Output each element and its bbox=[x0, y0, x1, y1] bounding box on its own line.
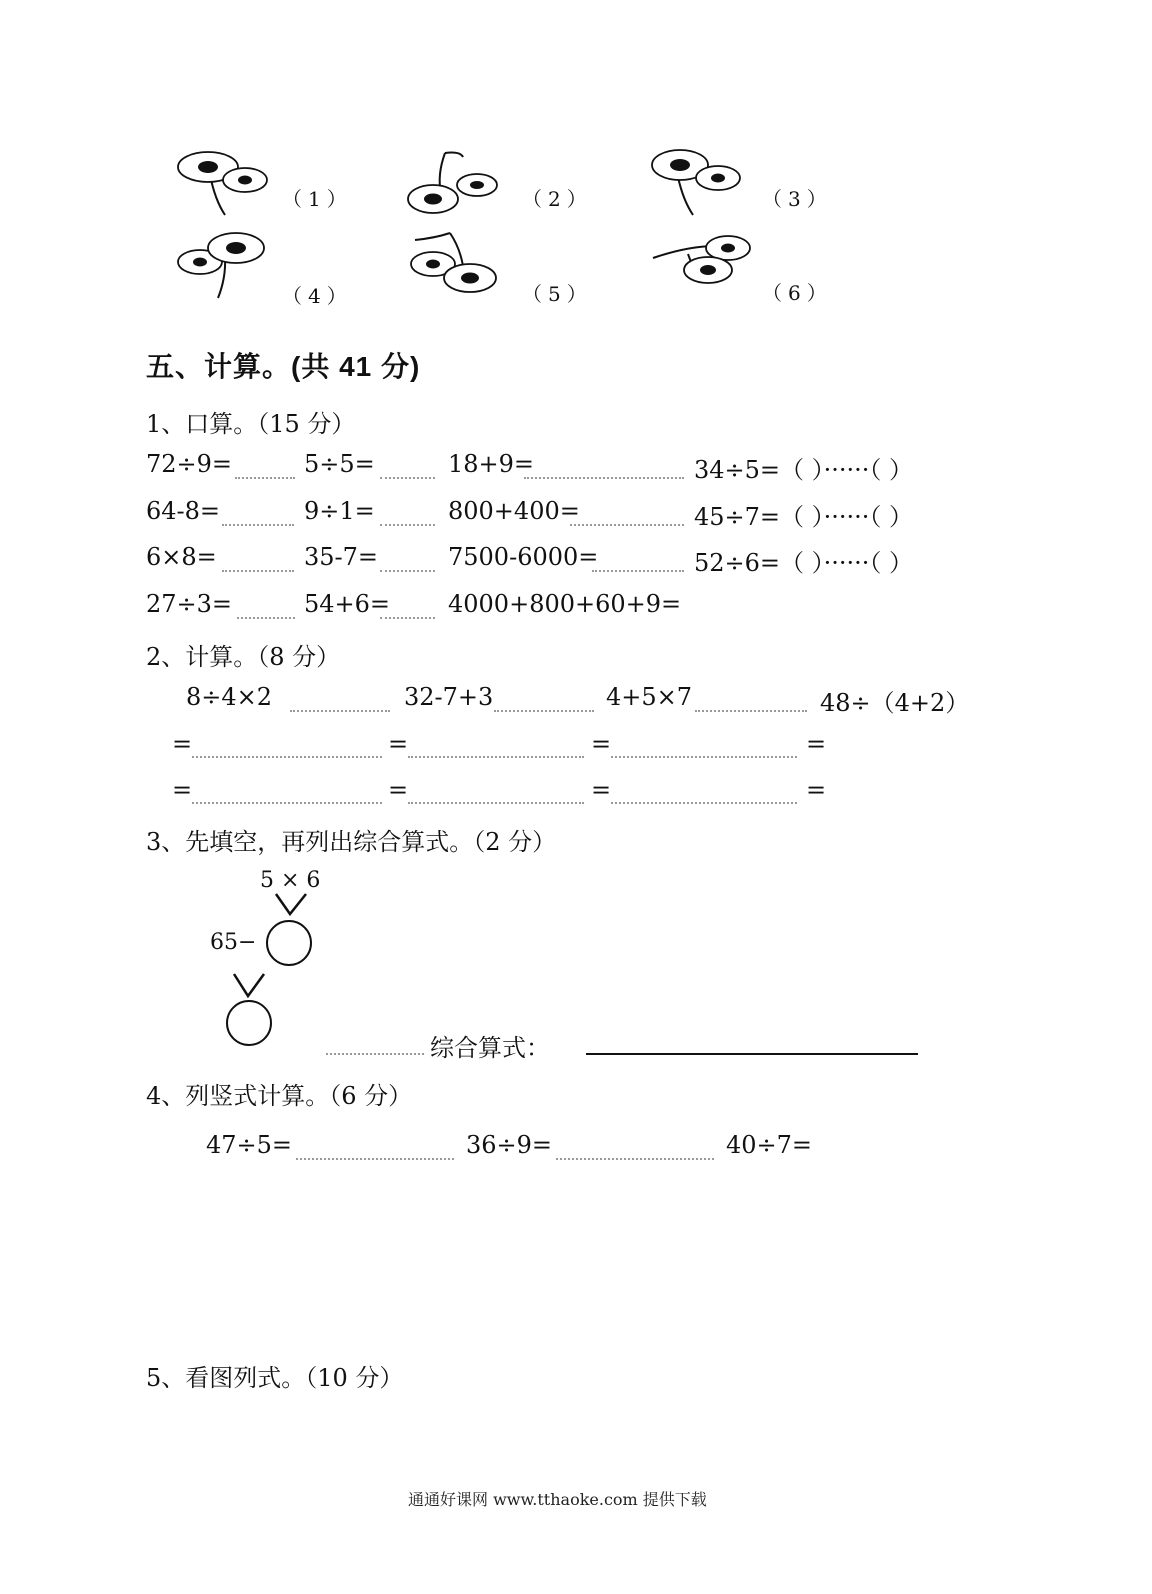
q1-item: 64-8= bbox=[146, 497, 221, 525]
dotted-line bbox=[570, 524, 684, 526]
dotted-line bbox=[408, 756, 584, 758]
dotted-line bbox=[290, 710, 390, 712]
q2-title: 2、计算。（8 分） bbox=[146, 643, 341, 671]
q3-chevron-top bbox=[272, 892, 312, 922]
q3-answer-line[interactable] bbox=[586, 1053, 918, 1055]
q4-title: 4、列竖式计算。（6 分） bbox=[146, 1082, 413, 1110]
flower-label-3: （3） bbox=[762, 187, 833, 211]
q3-top-expression: 5 × 6 bbox=[260, 868, 321, 893]
equals-sign: = bbox=[172, 776, 193, 804]
q1-item: 18+9= bbox=[448, 450, 535, 478]
dotted-line bbox=[556, 1158, 714, 1160]
equals-sign: = bbox=[591, 730, 612, 758]
q3-left-expression: 65− bbox=[210, 930, 257, 955]
dotted-line bbox=[222, 570, 294, 572]
dotted-line bbox=[592, 570, 684, 572]
q1-item: 34÷5=（ ）······（ ） bbox=[694, 456, 914, 484]
q2-expression: 8÷4×2 bbox=[186, 683, 273, 711]
equals-sign: = bbox=[172, 730, 193, 758]
dotted-line bbox=[524, 477, 684, 479]
flower-label-6: （6） bbox=[762, 281, 833, 305]
q2-expression: 48÷（4+2） bbox=[820, 689, 970, 717]
equals-sign: = bbox=[806, 730, 827, 758]
q5-title: 5、看图列式。（10 分） bbox=[146, 1364, 404, 1392]
dotted-line bbox=[611, 802, 797, 804]
q4-problem: 47÷5= bbox=[206, 1131, 293, 1159]
flower-label-2: （2） bbox=[522, 187, 593, 211]
section-title: 五、计算。(共 41 分) bbox=[146, 351, 421, 382]
flower-label-1: （1） bbox=[282, 187, 353, 211]
q1-item: 9÷1= bbox=[304, 497, 375, 525]
flower-image-6 bbox=[648, 228, 758, 318]
equals-sign: = bbox=[591, 776, 612, 804]
q1-item: 52÷6=（ ）······（ ） bbox=[694, 549, 914, 577]
flower-image-1 bbox=[170, 145, 280, 235]
flower-image-2 bbox=[405, 145, 515, 235]
q1-item: 4000+800+60+9= bbox=[448, 590, 682, 618]
dotted-line bbox=[192, 756, 382, 758]
q1-item: 45÷7=（ ）······（ ） bbox=[694, 503, 914, 531]
q2-expression: 4+5×7 bbox=[606, 683, 693, 711]
q1-item: 5÷5= bbox=[304, 450, 375, 478]
dotted-line bbox=[380, 524, 435, 526]
q3-title: 3、先填空，再列出综合算式。（2 分） bbox=[146, 828, 557, 856]
q1-item: 800+400= bbox=[448, 497, 580, 525]
q1-item: 54+6= bbox=[304, 590, 391, 618]
footer-text: 通通好课网 www.tthaoke.com 提供下载 bbox=[408, 1490, 707, 1509]
q1-title: 1、口算。（15 分） bbox=[146, 410, 356, 438]
dotted-line bbox=[380, 617, 435, 619]
dotted-line bbox=[494, 710, 594, 712]
dotted-line bbox=[296, 1158, 454, 1160]
q1-item: 27÷3= bbox=[146, 590, 233, 618]
q3-answer-circle-2[interactable] bbox=[226, 1000, 272, 1046]
dotted-line bbox=[380, 570, 435, 572]
q2-expression: 32-7+3 bbox=[404, 683, 494, 711]
dotted-line bbox=[222, 524, 294, 526]
q4-problem: 36÷9= bbox=[466, 1131, 553, 1159]
q1-item: 35-7= bbox=[304, 543, 379, 571]
q4-problem: 40÷7= bbox=[726, 1131, 813, 1159]
q1-item: 6×8= bbox=[146, 543, 217, 571]
q3-answer-circle-1[interactable] bbox=[266, 920, 312, 966]
dotted-line bbox=[237, 617, 295, 619]
q3-chevron-bottom bbox=[230, 972, 270, 1002]
equals-sign: = bbox=[388, 776, 409, 804]
q1-item: 7500-6000= bbox=[448, 543, 599, 571]
flower-image-5 bbox=[405, 228, 515, 318]
dotted-line bbox=[611, 756, 797, 758]
dotted-line bbox=[408, 802, 584, 804]
dotted-line bbox=[326, 1053, 424, 1055]
flower-label-5: （5） bbox=[522, 282, 593, 306]
q3-combined-label: 综合算式： bbox=[430, 1034, 550, 1062]
flower-image-4 bbox=[170, 228, 280, 318]
dotted-line bbox=[695, 710, 807, 712]
flower-label-4: （4） bbox=[282, 284, 353, 308]
equals-sign: = bbox=[388, 730, 409, 758]
dotted-line bbox=[235, 477, 295, 479]
dotted-line bbox=[192, 802, 382, 804]
flower-image-3 bbox=[648, 145, 758, 235]
dotted-line bbox=[380, 477, 435, 479]
q1-item: 72÷9= bbox=[146, 450, 233, 478]
equals-sign: = bbox=[806, 776, 827, 804]
